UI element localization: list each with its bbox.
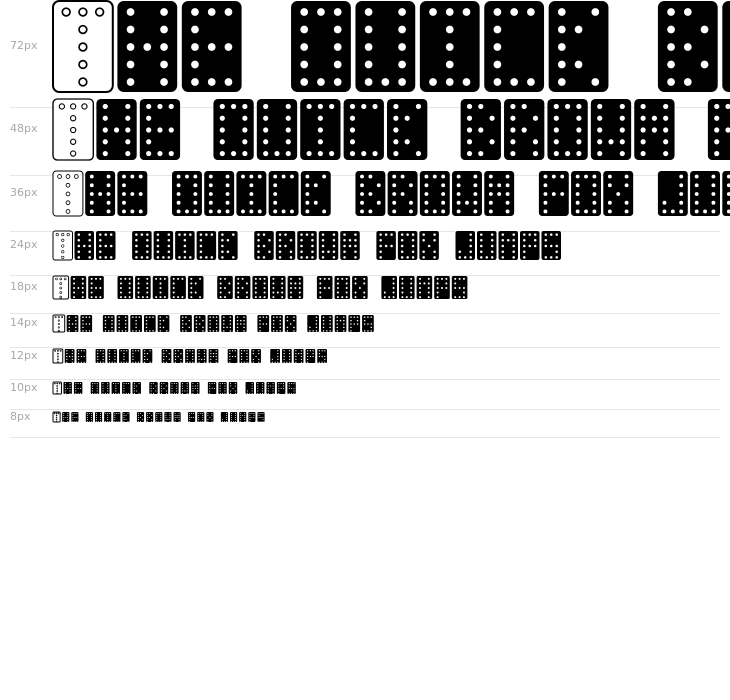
domino-glyph-m [722,171,730,216]
domino-glyph-r [388,171,418,216]
size-label: 12px [10,348,38,362]
domino-glyph-h [62,412,69,422]
domino-glyph-w [319,231,339,260]
domino-glyph-t [53,231,73,260]
domino-glyph-w [197,349,207,363]
domino-glyph-f [257,315,269,332]
domino-glyph-f [376,231,396,260]
domino-glyph-x [352,276,368,299]
domino-glyph-p [306,349,316,363]
domino-glyph-m [294,349,304,363]
domino-glyph-s [287,382,295,394]
domino-glyph-s [452,276,468,299]
domino-glyph-h [85,171,115,216]
domino-glyph-h [96,99,136,160]
domino-glyph-n [174,412,181,422]
size-label: 10px [10,380,38,394]
domino-glyph-e [117,171,147,216]
domino-glyph-i [300,99,340,160]
domino-glyph-t [53,1,113,92]
domino-glyph-r [276,231,296,260]
domino-glyph-b [149,382,157,394]
domino-glyph-n [288,276,304,299]
domino-glyph-i [420,1,480,92]
domino-glyph-c [344,99,384,160]
domino-glyph-b [162,349,172,363]
domino-glyph-q [291,1,351,92]
domino-glyph-q [213,99,253,160]
domino-glyph-o [218,382,226,394]
domino-glyph-i [153,276,169,299]
domino-glyph-w [221,315,233,332]
domino-glyph-m [335,315,347,332]
domino-glyph-o [155,412,162,422]
domino-glyph-o [420,171,450,216]
domino-glyph-u [101,382,109,394]
domino-glyph-w [591,99,631,160]
domino-glyph-u [257,99,297,160]
domino-glyph-s [257,412,264,422]
domino-glyph-j [381,276,397,299]
domino-glyph-b [355,171,385,216]
domino-glyph-t [53,349,63,363]
domino-glyph-j [221,412,228,422]
domino-glyph-u [107,349,117,363]
domino-glyph-o [170,382,178,394]
domino-glyph-r [160,382,168,394]
domino-glyph-i [130,315,142,332]
sample-text-14 [52,314,730,334]
domino-glyph-i [112,382,120,394]
domino-glyph-x [285,315,297,332]
domino-glyph-i [119,349,129,363]
domino-glyph-u [230,412,237,422]
domino-glyph-s [362,315,374,332]
domino-glyph-o [297,231,317,260]
domino-glyph-u [95,412,102,422]
domino-glyph-w [452,171,482,216]
sample-text-24 [52,230,730,262]
domino-glyph-u [135,276,151,299]
domino-glyph-n [235,315,247,332]
domino-glyph-j [270,349,280,363]
domino-glyph-u [690,171,720,216]
domino-glyph-u [355,1,415,92]
domino-glyph-n [484,171,514,216]
domino-glyph-i [236,171,266,216]
domino-glyph-e [88,276,104,299]
domino-glyph-r [146,412,153,422]
size-label: 48px [10,122,38,135]
domino-glyph-t [53,276,69,299]
domino-glyph-r [235,276,251,299]
row-divider [10,409,720,410]
domino-glyph-b [217,276,233,299]
domino-glyph-m [499,231,519,260]
domino-glyph-j [246,382,254,394]
domino-glyph-i [175,231,195,260]
sample-text-48 [52,98,730,162]
domino-glyph-x [251,349,261,363]
domino-glyph-n [634,99,674,160]
domino-glyph-k [218,231,238,260]
domino-glyph-o [547,99,587,160]
domino-glyph-j [307,315,319,332]
domino-glyph-e [80,315,92,332]
size-label: 36px [10,186,38,199]
domino-glyph-j [456,231,476,260]
domino-glyph-q [172,171,202,216]
domino-glyph-k [158,315,170,332]
domino-glyph-w [181,382,189,394]
domino-glyph-j [658,171,688,216]
domino-glyph-h [67,315,79,332]
domino-glyph-x [206,412,213,422]
domino-glyph-e [140,99,180,160]
sample-text-72 [52,0,730,94]
domino-glyph-k [301,171,331,216]
domino-glyph-m [266,382,274,394]
domino-glyph-i [104,412,111,422]
domino-glyph-o [335,276,351,299]
size-label: 8px [10,409,31,423]
domino-glyph-u [117,315,129,332]
domino-glyph-h [63,382,71,394]
domino-glyph-s [317,349,327,363]
domino-glyph-u [321,315,333,332]
domino-glyph-t [53,412,60,422]
sample-text-10 [52,381,730,396]
domino-glyph-k [387,99,427,160]
domino-glyph-c [144,315,156,332]
domino-glyph-k [122,412,129,422]
domino-glyph-o [252,276,268,299]
sample-text-8 [52,411,730,424]
size-label: 72px [10,39,38,52]
domino-glyph-o [208,315,220,332]
domino-glyph-o [239,349,249,363]
domino-glyph-m [417,276,433,299]
domino-glyph-p [248,412,255,422]
domino-glyph-h [71,276,87,299]
domino-glyph-n [191,382,199,394]
domino-glyph-r [194,315,206,332]
row-divider [10,437,720,438]
domino-glyph-n [340,231,360,260]
domino-glyph-o [398,231,418,260]
domino-glyph-e [96,231,116,260]
domino-glyph-q [132,231,152,260]
domino-glyph-k [549,1,609,92]
domino-glyph-b [137,412,144,422]
domino-glyph-e [74,382,82,394]
domino-glyph-c [122,382,130,394]
domino-glyph-x [603,171,633,216]
domino-glyph-h [117,1,177,92]
domino-glyph-u [282,349,292,363]
domino-glyph-o [197,412,204,422]
domino-glyph-f [539,171,569,216]
domino-glyph-t [53,382,61,394]
domino-glyph-k [143,349,153,363]
domino-glyph-b [254,231,274,260]
size-label: 18px [10,280,38,293]
domino-glyph-p [277,382,285,394]
domino-glyph-u [256,382,264,394]
domino-glyph-b [461,99,501,160]
domino-glyph-x [419,231,439,260]
domino-glyph-c [113,412,120,422]
domino-glyph-w [164,412,171,422]
domino-glyph-c [131,349,141,363]
domino-glyph-o [185,349,195,363]
domino-glyph-r [504,99,544,160]
domino-glyph-u [204,171,234,216]
domino-glyph-r [173,349,183,363]
domino-glyph-h [65,349,75,363]
domino-glyph-o [271,315,283,332]
domino-glyph-t [53,315,65,332]
domino-glyph-p [520,231,540,260]
domino-glyph-c [170,276,186,299]
row-divider [10,379,720,380]
domino-glyph-t [53,99,93,160]
domino-glyph-q [91,382,99,394]
domino-glyph-e [71,412,78,422]
domino-glyph-f [228,349,238,363]
domino-glyph-q [118,276,134,299]
domino-glyph-q [86,412,93,422]
size-label: 24px [10,238,38,251]
domino-glyph-e [182,1,242,92]
domino-glyph-s [542,231,562,260]
sample-text-18 [52,275,730,301]
domino-glyph-u [154,231,174,260]
domino-glyph-f [208,382,216,394]
domino-glyph-q [96,349,106,363]
domino-glyph-x [229,382,237,394]
domino-glyph-h [75,231,95,260]
domino-glyph-e [77,349,87,363]
domino-glyph-u [477,231,497,260]
domino-glyph-c [269,171,299,216]
domino-glyph-p [434,276,450,299]
domino-glyph-u [399,276,415,299]
domino-glyph-p [348,315,360,332]
sample-text-36 [52,170,730,218]
domino-glyph-c [484,1,544,92]
domino-glyph-t [53,171,83,216]
sample-text-12 [52,348,730,365]
domino-glyph-f [708,99,730,160]
domino-glyph-n [209,349,219,363]
domino-glyph-r [722,1,730,92]
domino-glyph-f [188,412,195,422]
domino-glyph-m [239,412,246,422]
domino-glyph-k [132,382,140,394]
domino-glyph-o [571,171,601,216]
size-label: 14px [10,316,38,329]
domino-glyph-f [317,276,333,299]
domino-glyph-k [188,276,204,299]
domino-glyph-c [197,231,217,260]
domino-glyph-b [180,315,192,332]
domino-glyph-w [270,276,286,299]
domino-glyph-q [103,315,115,332]
domino-glyph-b [658,1,718,92]
